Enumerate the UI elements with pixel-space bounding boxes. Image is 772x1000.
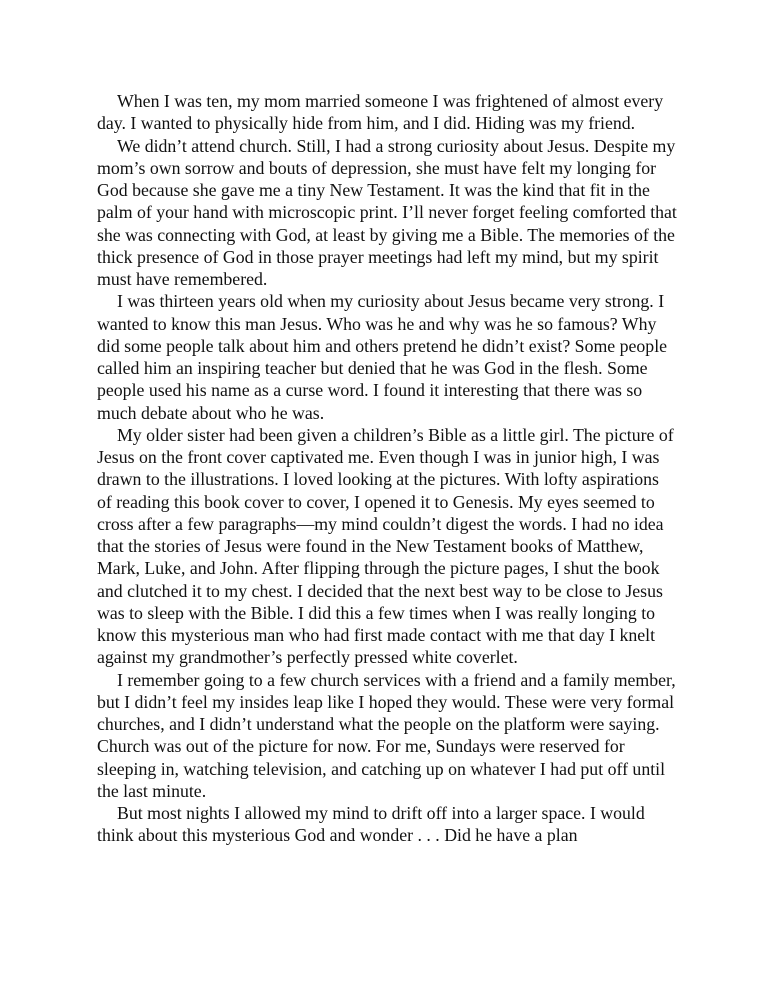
paragraph-6: But most nights I allowed my mind to drift off into a larger space. I would think about this mysterious God and wonder . . . Did he have a plan bbox=[97, 803, 645, 846]
paragraph-2: We didn’t attend church. Still, I had a strong curiosity about Jesus. Despite my mom’s own sorrow and bouts of depression, she must have felt my longing for God because she gave me a tiny New Testament. It was the kind that fit in the palm of your hand with microscopic print. I’ll never forget feeling comforted that she was connecting with God, at least by giving me a Bible. The memories of the thick presence of God in those prayer meetings had left my mind, but my spirit must have remembered. bbox=[97, 135, 677, 289]
paragraph-3: I was thirteen years old when my curiosity about Jesus became very strong. I wanted to know this man Jesus. Who was he and why was he so famous? Why did some people talk about him and others pretend he didn’t exist? Some people called him an inspiring teacher but denied that he was God in the flesh. Some people used his name as a curse word. I found it interesting that there was so much debate about who he was. bbox=[97, 291, 668, 423]
paragraph-4: My older sister had been given a children’s Bible as a little girl. The picture of Jesus on the front cover captivated me. Even though I was in junior high, I was drawn to the illustrations. I loved looking at the pictures. With lofty aspirations of reading this book cover to cover, I opened it to Genesis. My eyes seemed to cross after a few paragraphs—my mind couldn’t digest the words. I had no idea that the stories of Jesus were found in the New Testament books of Matthew, Mark, Luke, and John. After flipping through the picture pages, I shut the book and clutched it to my chest. I decided that the next best way to be close to Jesus was to sleep with the Bible. I did this a few times when I was really longing to know this mysterious man who had first made contact with me that day I knelt against my grandmother’s perfectly pressed white coverlet. bbox=[97, 424, 674, 668]
paragraph-5: I remember going to a few church services with a friend and a family member, but I didn’t feel my insides leap like I hoped they would. These were very formal churches, and I didn’t understand what the people on the platform were saying. Church was out of the picture for now. For me, Sundays were reserved for sleeping in, watching television, and catching up on whatever I had put off until the last minute. bbox=[97, 669, 676, 801]
paragraph-1: When I was ten, my mom married someone I was frightened of almost every day. I wanted to physically hide from him, and I did. Hiding was my friend. bbox=[97, 91, 664, 134]
document-page bbox=[97, 90, 677, 847]
